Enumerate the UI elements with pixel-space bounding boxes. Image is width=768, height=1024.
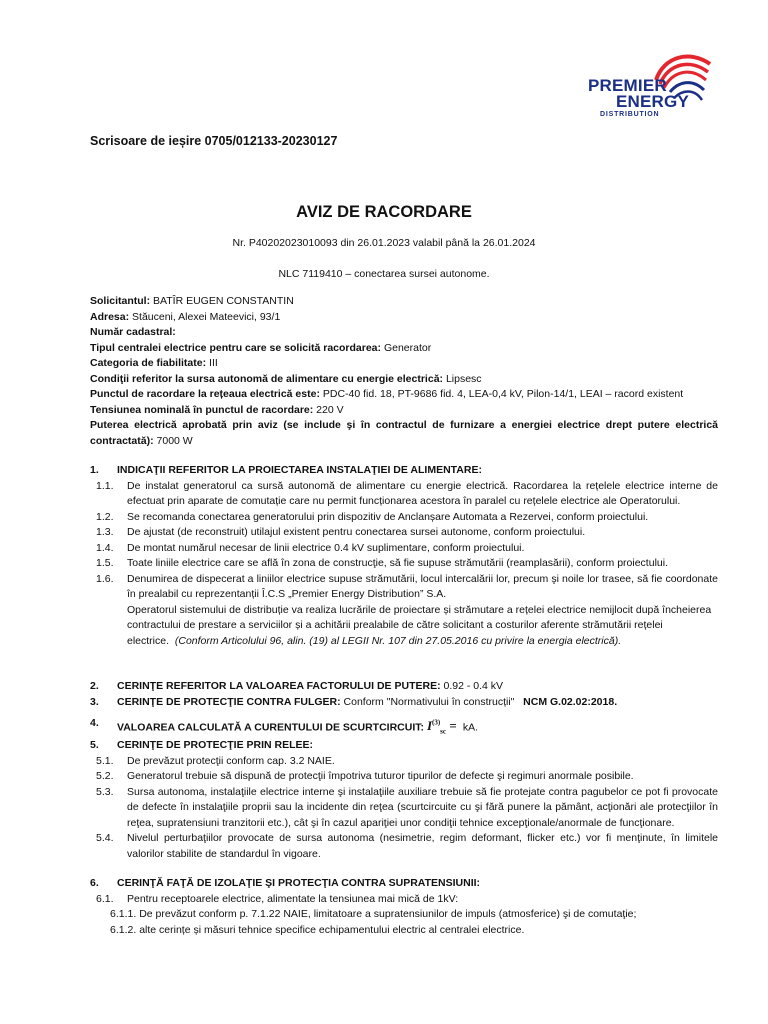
section-6 xyxy=(90,876,718,938)
sub-list-item: 6.1.1. De prevăzut conform p. 7.1.22 NAIE, limitatoare a supratensiunilor de impuls (atmosferice) şi de comutaţie; xyxy=(110,908,637,920)
list-item: 1.1. De instalat generatorul ca sursă autonomă de alimentare cu energie electrică. Racordarea la rețelele electrice interne de efectuat prin aparate de comutație care nu permit funcționarea acestora în paralel cu rețelele electrice ale Operatorului. xyxy=(96,479,718,507)
list-item: 6.1. Pentru receptoarele electrice, alimentate la tensiunea mai mică de 1kV: xyxy=(96,892,459,905)
section-3-heading: 3. CERINŢE DE PROTECŢIE CONTRA FULGER: Conform "Normativului în construcții" NCM G.02.02:2018. xyxy=(90,695,618,708)
list-item: 1.3. De ajustat (de reconstruit) utilajul existent pentru conectarea sursei autonome, conform proiectului. xyxy=(96,526,586,538)
sections-2-3 xyxy=(90,679,718,710)
short-circuit-formula: $I^{(3)}_{sc}$ = xyxy=(426,718,460,736)
section-6-heading: 6. CERINŢĂ FAŢĂ DE IZOLAŢIE ŞI PROTECŢIA CONTRA SUPRATENSIUNII: xyxy=(90,877,481,889)
company-logo xyxy=(588,50,716,120)
section-2-heading: 2. CERINŢE REFERITOR LA VALOAREA FACTORULUI DE PUTERE: 0.92 - 0.4 kV xyxy=(90,680,504,692)
list-item: 1.6. Denumirea de dispecerat a liniilor electrice supuse strămutării, locul intercalării lor, precum şi noile lor trasee, să fie coordonate în prealabil cu reprezentanții Î.C.S „Premier Energy Distribution” S.A. xyxy=(96,572,718,600)
list-item: 5.4. Nivelul perturbaţiilor provocate de sursa autonoma (nesimetrie, regim deformant, flicker etc.) vor fi menţinute, în limitele valorilor stabilite de standardul în vigoare. xyxy=(96,832,718,860)
reference-number: Scrisoare de ieșire 0705/012133-20230127 xyxy=(90,134,338,148)
field-connection-point: Punctul de racordare la rețeaua electrică este: PDC-40 fid. 18, PT-9686 fid. 4, LEA-0,4 kV, Pilon-14/1, LEAI – racord existent xyxy=(90,388,684,400)
field-reliability: Categoria de fiabilitate: III xyxy=(90,357,218,369)
section-1 xyxy=(90,463,718,649)
field-power: Puterea electrică aprobată prin aviz (se include şi în contractul de furnizare a energiei electrice drept putere electrică contractată): 7000 W xyxy=(90,419,718,447)
section-1-heading: 1. INDICAŢII REFERITOR LA PROIECTAREA INSTALAŢIEI DE ALIMENTARE: xyxy=(90,464,482,476)
logo-text-premier: PREMIER xyxy=(588,76,667,95)
applicant-fields xyxy=(90,294,718,449)
list-item: 1.2. Se recomanda conectarea generatorului prin dispozitiv de Anclanșare Automata a Rezervei, conform proiectului. xyxy=(96,510,649,523)
section-5-heading: 5. CERINŢE DE PROTECŢIE PRIN RELEE: xyxy=(90,739,314,751)
number-line: Nr. P40202023010093 din 26.01.2023 valabil până la 26.01.2024 xyxy=(232,237,536,249)
section-4 xyxy=(90,716,718,740)
field-address: Adresa: Stăuceni, Alexei Mateevici, 93/1 xyxy=(90,310,281,323)
section-5 xyxy=(90,738,718,862)
list-item: 5.1. De prevăzut protecţii conform cap. 3.2 NAIE. xyxy=(96,754,335,767)
document-title: AVIZ DE RACORDARE xyxy=(296,203,472,221)
section-1-paragraph: Operatorul sistemului de distribuție va realiza lucrările de proiectare și strămutare a rețelei electrice nemijlocit după încheierea contractului de prestare a serviciilor și a achitării prealabile de către solicitant a costurilor aferente strămutării rețelei electrice. (Conform Articolului 96, alin. (19) al LEGII Nr. 107 din 27.05.2016 cu privire la energia electrică). xyxy=(127,603,712,647)
list-item: 1.5. Toate liniile electrice care se află în zona de construcţie, să fie supuse strămutării (reamplasării), conform proiectului. xyxy=(96,557,668,569)
list-item: 5.2. Generatorul trebuie să dispună de protecţii împotriva tuturor tipurilor de defecte şi regimuri anormale posibile. xyxy=(96,770,634,782)
field-voltage: Tensiunea nominală în punctul de racordare: 220 V xyxy=(90,403,344,416)
list-item: 5.3. Sursa autonoma, instalaţiile electrice interne şi instalaţiile auxiliare trebuie să fie protejate contra pagubelor ce pot fi provocate de defecte în instalaţiile proprii sau la incidente din reţea (scurtcircuite cu şi fără punere la pământ, acţionări ale protecţiilor în reţea, supratensiuni tranzitorii etc.), cât şi în cazul apariţiei unor condiţii tehnice excepţionale/anormale de funcţionare. xyxy=(96,785,718,829)
section-4-heading: 4. VALOAREA CALCULATĂ A CURENTULUI DE SCURTCIRCUIT: $I^{(3)}_{sc}$ = kA. xyxy=(90,717,479,736)
sub-list-item: 6.1.2. alte cerințe și măsuri tehnice specifice echipamentului electric al centralei electrice. xyxy=(110,923,525,936)
field-conditions: Condiţii referitor la sursa autonomă de alimentare cu energie electrică: Lipsesc xyxy=(90,372,482,385)
logo-text-distribution: DISTRIBUTION xyxy=(600,111,660,118)
nlc-line: NLC 7119410 – conectarea sursei autonome. xyxy=(278,268,490,280)
field-cadastral: Număr cadastral: xyxy=(90,326,176,338)
logo-text-energy: ENERGY xyxy=(616,92,689,111)
list-item: 1.4. De montat numărul necesar de linii electrice 0.4 kV suplimentare, conform proiectului. xyxy=(96,541,525,554)
field-applicant: Solicitantul: BATÎR EUGEN CONSTANTIN xyxy=(90,295,294,307)
field-plant-type: Tipul centralei electrice pentru care se solicită racordarea: Generator xyxy=(90,341,432,354)
